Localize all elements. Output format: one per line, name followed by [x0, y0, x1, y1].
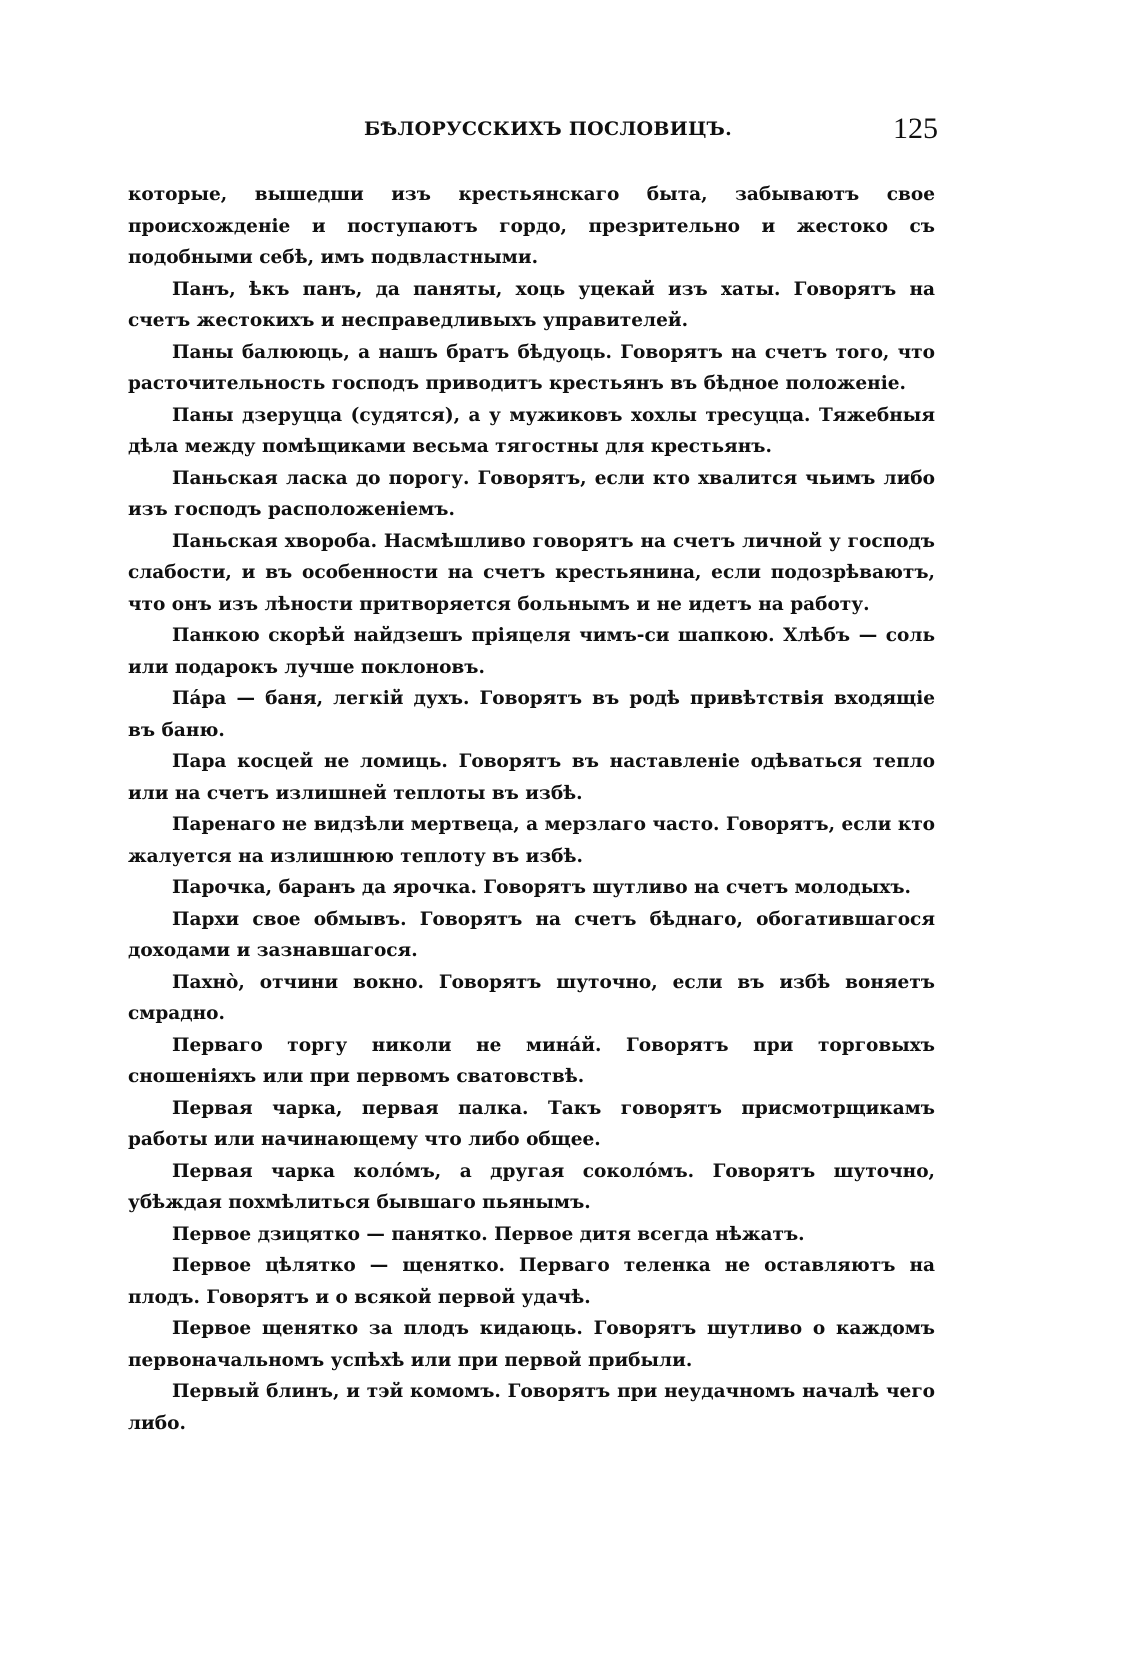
proverb-paragraph: Перваго торгу николи не минáй. Говорятъ при торговыхъ сношеніяхъ или при первомъ сватовствѣ.	[128, 1034, 935, 1087]
proverb-paragraph: Первое дзицятко — панятко. Первое дитя всегда нѣжатъ.	[172, 1223, 805, 1245]
proverb-paragraph: Панъ, ѣкъ панъ, да паняты, хоць уцекай изъ хаты. Говорятъ на счетъ жестокихъ и несправедливыхъ управителей.	[128, 278, 935, 331]
proverb-paragraph: которые, вышедши изъ крестьянскаго быта, забываютъ свое происхожденіе и поступаютъ гордо, презрительно и жестоко съ подобными себѣ, имъ подвластными.	[128, 184, 935, 268]
proverb-paragraph: Пáра — баня, легкій духъ. Говорятъ въ родѣ привѣтствія входящіе въ баню.	[128, 688, 935, 741]
proverb-paragraph: Паньская хвороба. Насмѣшливо говорятъ на счетъ личной у господъ слабости, и въ особенности на счетъ крестьянина, если подозрѣваютъ, что онъ изъ лѣности притворяется больнымъ и не идетъ на работу.	[128, 530, 935, 615]
proverb-paragraph: Паны дзеруцца (судятся), а у мужиковъ хохлы тресуцца. Тяжебныя дѣла между помѣщиками весьма тягостны для крестьянъ.	[128, 404, 935, 457]
proverb-paragraph: Первый блинъ, и тэй комомъ. Говорятъ при неудачномъ началѣ чего либо.	[128, 1381, 935, 1434]
proverb-paragraph: Пара косцей не ломиць. Говорятъ въ наставленіе одѣваться тепло или на счетъ излишней теплоты въ избѣ.	[128, 751, 935, 804]
proverb-paragraph: Паренаго не видзѣли мертвеца, а мерзлаго часто. Говорятъ, если кто жалуется на излишнюю теплоту въ избѣ.	[128, 814, 935, 867]
running-header	[118, 112, 938, 152]
proverb-paragraph: Паны балююць, а нашъ братъ бѣдуоць. Говорятъ на счетъ того, что расточительность господъ приводитъ крестьянъ въ бѣдное положеніе.	[128, 341, 935, 394]
proverb-paragraph: Паньская ласка до порогу. Говорятъ, если кто хвалится чьимъ либо изъ господъ расположеніемъ.	[128, 467, 935, 520]
proverb-paragraph: Первое цѣлятко — щенятко. Перваго теленка не оставляютъ на плодъ. Говорятъ и о всякой первой удачѣ.	[128, 1255, 935, 1308]
proverb-paragraph: Первая чарка, первая палка. Такъ говорятъ присмотрщикамъ работы или начинающему что либо общее.	[128, 1097, 935, 1150]
proverb-paragraph: Пахнò, отчини вокно. Говорятъ шуточно, если въ избѣ воняетъ смрадно.	[128, 971, 935, 1024]
proverb-paragraph: Первое щенятко за плодъ кидаюць. Говорятъ шутливо о каждомъ первоначальномъ успѣхѣ или при первой прибыли.	[128, 1318, 935, 1371]
proverb-paragraph: Парочка, баранъ да ярочка. Говорятъ шутливо на счетъ молодыхъ.	[172, 877, 911, 898]
proverb-paragraph: Первая чарка колóмъ, а другая соколóмъ. Говорятъ шуточно, убѣждая похмѣлиться бывшаго пьянымъ.	[128, 1160, 935, 1213]
proverb-paragraph: Пархи свое обмывъ. Говорятъ на счетъ бѣднаго, обогатившагося доходами и зазнавшагося.	[128, 908, 935, 961]
proverb-paragraph: Панкою скорѣй найдзешъ пріяцеля чимъ-си шапкою. Хлѣбъ — соль или подарокъ лучше поклоновъ.	[128, 625, 935, 678]
running-title: БѢЛОРУССКИХЪ ПОСЛОВИЦЪ.	[364, 118, 733, 140]
text-body	[128, 179, 935, 1439]
page-number: 125	[893, 112, 938, 145]
